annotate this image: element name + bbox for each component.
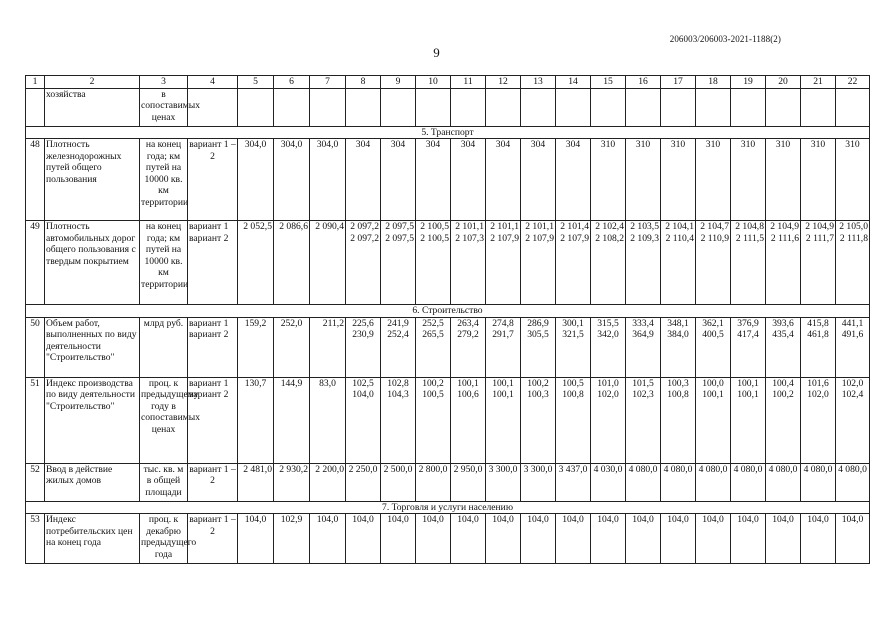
value-cell: 310 xyxy=(626,139,661,221)
value-variant-1: 100,0 xyxy=(702,377,724,389)
variant-1: вариант 1 xyxy=(189,221,229,232)
value-cell: 104,0 xyxy=(801,514,836,564)
column-header: 13 xyxy=(521,76,556,89)
value-variant-2: 461,8 xyxy=(807,329,829,340)
value-cell xyxy=(696,221,731,305)
value-col6: 144,9 xyxy=(274,377,310,463)
value-cell: 2 250,0 xyxy=(346,463,381,501)
value-cell xyxy=(346,221,381,305)
value-variant-1: 415,8 xyxy=(807,317,829,329)
value-variant-2: 100,1 xyxy=(492,389,514,400)
row-number: 52 xyxy=(26,463,45,501)
value-variant-1: 2 101,4 xyxy=(560,221,589,232)
value-cell xyxy=(766,317,801,377)
value-cell: 104,0 xyxy=(731,514,766,564)
value-col6: 252,0 xyxy=(274,317,310,377)
value-cell xyxy=(591,221,626,305)
value-variant-1: 300,1 xyxy=(562,317,584,329)
column-header: 21 xyxy=(801,76,836,89)
column-header: 8 xyxy=(346,76,381,89)
variant-2: вариант 2 xyxy=(189,329,229,340)
value-cell: 104,0 xyxy=(836,514,870,564)
header-row xyxy=(26,76,870,89)
value-cell xyxy=(416,317,451,377)
column-header: 3 xyxy=(140,76,188,89)
table-row-49 xyxy=(26,221,870,305)
value-cell: 310 xyxy=(731,139,766,221)
value-variant-1: 348,1 xyxy=(667,317,689,329)
indicator-name: Плотность железнодорожных путей общего пользования xyxy=(45,139,140,221)
value-cell: 104,0 xyxy=(521,514,556,564)
value-cell: 104,0 xyxy=(556,514,591,564)
value-variant-1: 2 103,5 xyxy=(630,221,659,232)
value-variant-2: 2 111,5 xyxy=(735,232,764,244)
value-cell: 304 xyxy=(416,139,451,221)
value-cell xyxy=(381,377,416,463)
value-variant-1: 102,5 xyxy=(352,377,374,389)
row-number: 53 xyxy=(26,514,45,564)
value-variant-1: 315,5 xyxy=(597,317,619,329)
section-construction xyxy=(26,305,870,318)
value-variant-1: 2 097,5 xyxy=(385,221,414,232)
value-variant-2: 102,0 xyxy=(807,389,829,400)
value-variant-1: 376,9 xyxy=(737,317,759,329)
value-variant-2: 364,9 xyxy=(632,329,654,340)
indicator-name: Объем работ, выполненных по виду деятельности "Строительство" xyxy=(45,317,140,377)
value-variant-2: 2 111,8 xyxy=(839,232,868,244)
value-variant-1: 2 104,9 xyxy=(770,221,799,232)
value-variant-1: 102,8 xyxy=(387,377,409,389)
value-variant-1: 362,1 xyxy=(702,317,724,329)
value-cell: 310 xyxy=(836,139,870,221)
column-header: 6 xyxy=(274,76,310,89)
value-variant-1: 100,5 xyxy=(562,377,584,389)
section-transport xyxy=(26,126,870,139)
value-variant-1: 441,1 xyxy=(841,317,864,329)
value-cell: 2 950,0 xyxy=(451,463,486,501)
value-cell xyxy=(766,377,801,463)
value-variant-1: 101,5 xyxy=(632,377,654,389)
value-variant-1: 2 101,1 xyxy=(490,221,519,232)
table-row-51 xyxy=(26,377,870,463)
value-col5: 130,7 xyxy=(238,377,274,463)
value-cell: 4 080,0 xyxy=(836,463,870,501)
value-cell xyxy=(591,317,626,377)
value-cell xyxy=(381,221,416,305)
column-header: 5 xyxy=(238,76,274,89)
value-variant-1: 286,9 xyxy=(527,317,549,329)
value-variant-2: 2 107,9 xyxy=(525,232,554,244)
value-variant-1: 100,2 xyxy=(422,377,444,389)
value-cell: 2 500,0 xyxy=(381,463,416,501)
column-header: 1 xyxy=(26,76,45,89)
value-cell: 104,0 xyxy=(661,514,696,564)
value-col5: 2 052,5 xyxy=(238,221,274,305)
variant xyxy=(188,221,238,305)
value-col7: 2 200,0 xyxy=(310,463,346,501)
value-cell xyxy=(486,221,521,305)
value-variant-1: 100,4 xyxy=(772,377,794,389)
value-variant-2: 417,4 xyxy=(737,329,759,340)
section-trade xyxy=(26,501,870,514)
value-col5: 159,2 xyxy=(238,317,274,377)
unit: проц. к декабрю предыдущего года xyxy=(140,514,188,564)
value-cell xyxy=(801,221,836,305)
value-cell xyxy=(766,221,801,305)
value-cell: 104,0 xyxy=(381,514,416,564)
table-row-continuation xyxy=(26,88,870,126)
value-variant-1: 263,4 xyxy=(457,317,479,329)
value-cell xyxy=(346,317,381,377)
value-cell xyxy=(836,377,870,463)
value-variant-1: 100,1 xyxy=(492,377,514,389)
value-variant-2: 384,0 xyxy=(667,329,689,340)
value-cell xyxy=(731,317,766,377)
page-number: 9 xyxy=(433,45,440,60)
value-cell: 4 080,0 xyxy=(801,463,836,501)
indicator-name: Плотность автомобильных дорог общего пользования с твердым покрытием xyxy=(45,221,140,305)
value-cell: 4 080,0 xyxy=(696,463,731,501)
value-cell xyxy=(451,221,486,305)
value-cell xyxy=(521,221,556,305)
value-cell xyxy=(381,317,416,377)
indicator-name: Индекс производства по виду деятельности "Строительство" xyxy=(45,377,140,463)
value-variant-1: 2 104,9 xyxy=(805,221,834,232)
value-col7: 211,2 xyxy=(310,317,346,377)
value-cell xyxy=(451,377,486,463)
value-cell xyxy=(486,377,521,463)
value-cell xyxy=(626,221,661,305)
value-cell: 104,0 xyxy=(591,514,626,564)
value-variant-2: 2 107,9 xyxy=(560,232,589,244)
value-cell xyxy=(731,377,766,463)
value-variant-2: 104,3 xyxy=(387,389,409,400)
value-col7: 83,0 xyxy=(310,377,346,463)
section-title: 6. Строительство xyxy=(26,305,870,318)
value-col6: 102,9 xyxy=(274,514,310,564)
value-cell xyxy=(731,221,766,305)
value-variant-2: 279,2 xyxy=(457,329,479,340)
value-cell xyxy=(696,317,731,377)
value-cell: 3 300,0 xyxy=(486,463,521,501)
value-cell: 310 xyxy=(661,139,696,221)
value-variant-2: 2 110,9 xyxy=(700,232,729,244)
value-cell xyxy=(591,377,626,463)
value-variant-2: 435,4 xyxy=(772,329,794,340)
value-cell: 304 xyxy=(486,139,521,221)
section-title: 5. Транспорт xyxy=(26,126,870,139)
row-number: 51 xyxy=(26,377,45,463)
value-cell: 310 xyxy=(801,139,836,221)
value-variant-1: 2 104,1 xyxy=(665,221,694,232)
value-variant-2: 100,2 xyxy=(772,389,794,400)
value-cell xyxy=(661,317,696,377)
variant: вариант 1 – 2 xyxy=(188,514,238,564)
column-header: 9 xyxy=(381,76,416,89)
value-variant-2: 100,5 xyxy=(422,389,444,400)
value-variant-1: 2 101,1 xyxy=(525,221,554,232)
value-variant-1: 101,6 xyxy=(807,377,829,389)
unit: проц. к предыдущему году в сопоставимых ценах xyxy=(140,377,188,463)
value-cell: 310 xyxy=(696,139,731,221)
value-cell: 304 xyxy=(381,139,416,221)
value-cell: 304 xyxy=(451,139,486,221)
value-variant-2: 265,5 xyxy=(422,329,444,340)
table-row-53 xyxy=(26,514,870,564)
column-header: 19 xyxy=(731,76,766,89)
column-header: 14 xyxy=(556,76,591,89)
value-cell xyxy=(801,377,836,463)
value-variant-2: 102,0 xyxy=(597,389,619,400)
value-cell xyxy=(486,317,521,377)
column-header: 15 xyxy=(591,76,626,89)
value-variant-2: 2 111,6 xyxy=(770,232,799,244)
value-variant-1: 241,9 xyxy=(387,317,409,329)
variant-2: вариант 2 xyxy=(189,232,229,244)
value-variant-1: 100,3 xyxy=(667,377,689,389)
table-row-50 xyxy=(26,317,870,377)
value-cell xyxy=(836,221,870,305)
column-header: 16 xyxy=(626,76,661,89)
value-variant-2: 230,9 xyxy=(352,329,374,340)
value-col7: 104,0 xyxy=(310,514,346,564)
value-variant-2: 2 097,5 xyxy=(385,232,414,244)
variant-1: вариант 1 xyxy=(189,317,229,329)
value-variant-1: 100,1 xyxy=(737,377,759,389)
value-variant-2: 100,1 xyxy=(702,389,724,400)
value-cell: 304 xyxy=(346,139,381,221)
value-variant-1: 2 104,7 xyxy=(700,221,729,232)
value-variant-2: 100,1 xyxy=(737,389,759,400)
column-header: 22 xyxy=(836,76,870,89)
value-cell xyxy=(626,317,661,377)
value-cell: 3 437,0 xyxy=(556,463,591,501)
value-variant-2: 305,5 xyxy=(527,329,549,340)
column-header: 18 xyxy=(696,76,731,89)
variant xyxy=(188,317,238,377)
column-header: 12 xyxy=(486,76,521,89)
value-variant-2: 2 109,3 xyxy=(630,232,659,244)
value-cell: 104,0 xyxy=(346,514,381,564)
column-header: 2 xyxy=(45,76,140,89)
continuation-unit: в сопоставимых ценах xyxy=(140,88,188,126)
value-cell: 104,0 xyxy=(486,514,521,564)
value-variant-2: 2 107,9 xyxy=(490,232,519,244)
value-cell: 104,0 xyxy=(451,514,486,564)
value-variant-1: 100,2 xyxy=(527,377,549,389)
value-variant-2: 100,6 xyxy=(457,389,479,400)
value-cell xyxy=(521,377,556,463)
value-cell xyxy=(801,317,836,377)
row-number: 49 xyxy=(26,221,45,305)
value-variant-2: 2 111,7 xyxy=(805,232,834,244)
indicator-name: Ввод в действие жилых домов xyxy=(45,463,140,501)
column-header: 7 xyxy=(310,76,346,89)
value-variant-2: 102,3 xyxy=(632,389,654,400)
value-variant-2: 100,8 xyxy=(562,389,584,400)
value-variant-1: 2 105,0 xyxy=(839,221,868,232)
value-col6: 2 930,2 xyxy=(274,463,310,501)
column-header: 17 xyxy=(661,76,696,89)
value-variant-2: 2 107,3 xyxy=(455,232,484,244)
column-header: 4 xyxy=(188,76,238,89)
value-variant-1: 2 104,8 xyxy=(735,221,764,232)
value-variant-2: 100,3 xyxy=(527,389,549,400)
value-variant-2: 2 097,2 xyxy=(350,232,379,244)
value-cell: 4 080,0 xyxy=(661,463,696,501)
column-header: 20 xyxy=(766,76,801,89)
table-row-48 xyxy=(26,139,870,221)
value-cell xyxy=(451,317,486,377)
value-cell xyxy=(346,377,381,463)
value-cell: 4 030,0 xyxy=(591,463,626,501)
value-variant-1: 2 097,2 xyxy=(350,221,379,232)
table-row-52 xyxy=(26,463,870,501)
value-cell xyxy=(416,377,451,463)
value-col6: 304,0 xyxy=(274,139,310,221)
value-variant-2: 291,7 xyxy=(492,329,514,340)
value-variant-1: 2 100,5 xyxy=(420,221,449,232)
indicator-name: Индекс потребительских цен на конец года xyxy=(45,514,140,564)
value-variant-1: 252,5 xyxy=(422,317,444,329)
value-cell: 310 xyxy=(766,139,801,221)
value-cell xyxy=(661,221,696,305)
section-title: 7. Торговля и услуги населению xyxy=(26,501,870,514)
value-cell: 4 080,0 xyxy=(731,463,766,501)
value-cell xyxy=(416,221,451,305)
value-col5: 304,0 xyxy=(238,139,274,221)
value-cell: 304 xyxy=(556,139,591,221)
variant-1: вариант 1 xyxy=(189,377,229,389)
value-variant-2: 252,4 xyxy=(387,329,409,340)
value-variant-1: 2 101,1 xyxy=(455,221,484,232)
value-variant-1: 274,8 xyxy=(492,317,514,329)
variant: вариант 1 – 2 xyxy=(188,463,238,501)
continuation-indicator: хозяйства xyxy=(45,88,140,126)
value-variant-1: 102,0 xyxy=(841,377,864,389)
value-variant-2: 104,0 xyxy=(352,389,374,400)
row-number: 48 xyxy=(26,139,45,221)
value-variant-2: 100,8 xyxy=(667,389,689,400)
value-col6: 2 086,6 xyxy=(274,221,310,305)
value-cell xyxy=(626,377,661,463)
value-variant-1: 101,0 xyxy=(597,377,619,389)
value-cell: 104,0 xyxy=(766,514,801,564)
value-variant-2: 2 100,5 xyxy=(420,232,449,244)
value-col5: 2 481,0 xyxy=(238,463,274,501)
value-variant-1: 2 102,4 xyxy=(595,221,624,232)
value-variant-2: 342,0 xyxy=(597,329,619,340)
value-col7: 304,0 xyxy=(310,139,346,221)
value-cell xyxy=(556,221,591,305)
value-variant-1: 225,6 xyxy=(352,317,374,329)
row-number: 50 xyxy=(26,317,45,377)
value-cell xyxy=(556,317,591,377)
value-col7: 2 090,4 xyxy=(310,221,346,305)
value-variant-2: 321,5 xyxy=(562,329,584,340)
variant-2: вариант 2 xyxy=(189,389,229,400)
value-cell: 2 800,0 xyxy=(416,463,451,501)
value-cell: 4 080,0 xyxy=(766,463,801,501)
value-cell: 310 xyxy=(591,139,626,221)
value-cell xyxy=(556,377,591,463)
value-variant-2: 2 110,4 xyxy=(665,232,694,244)
value-variant-2: 491,6 xyxy=(841,329,864,340)
value-cell: 104,0 xyxy=(416,514,451,564)
value-cell: 104,0 xyxy=(696,514,731,564)
value-cell: 104,0 xyxy=(626,514,661,564)
value-variant-1: 333,4 xyxy=(632,317,654,329)
unit: на конец года; км путей на 10000 кв. км территории xyxy=(140,139,188,221)
value-variant-2: 102,4 xyxy=(841,389,864,400)
variant: вариант 1 – 2 xyxy=(188,139,238,221)
value-cell xyxy=(521,317,556,377)
value-cell xyxy=(696,377,731,463)
value-cell: 3 300,0 xyxy=(521,463,556,501)
value-cell: 304 xyxy=(521,139,556,221)
value-variant-1: 393,6 xyxy=(772,317,794,329)
value-variant-1: 100,1 xyxy=(457,377,479,389)
value-cell xyxy=(836,317,870,377)
value-variant-2: 2 108,2 xyxy=(595,232,624,244)
value-cell xyxy=(661,377,696,463)
unit: на конец года; км путей на 10000 кв. км территории xyxy=(140,221,188,305)
value-variant-2: 400,5 xyxy=(702,329,724,340)
column-header: 10 xyxy=(416,76,451,89)
column-header: 11 xyxy=(451,76,486,89)
value-col5: 104,0 xyxy=(238,514,274,564)
unit: млрд руб. xyxy=(140,317,188,377)
document-id: 206003/206003-2021-1188(2) xyxy=(669,34,781,44)
forecast-table xyxy=(25,75,870,564)
unit: тыс. кв. м в общей площади xyxy=(140,463,188,501)
value-cell: 4 080,0 xyxy=(626,463,661,501)
